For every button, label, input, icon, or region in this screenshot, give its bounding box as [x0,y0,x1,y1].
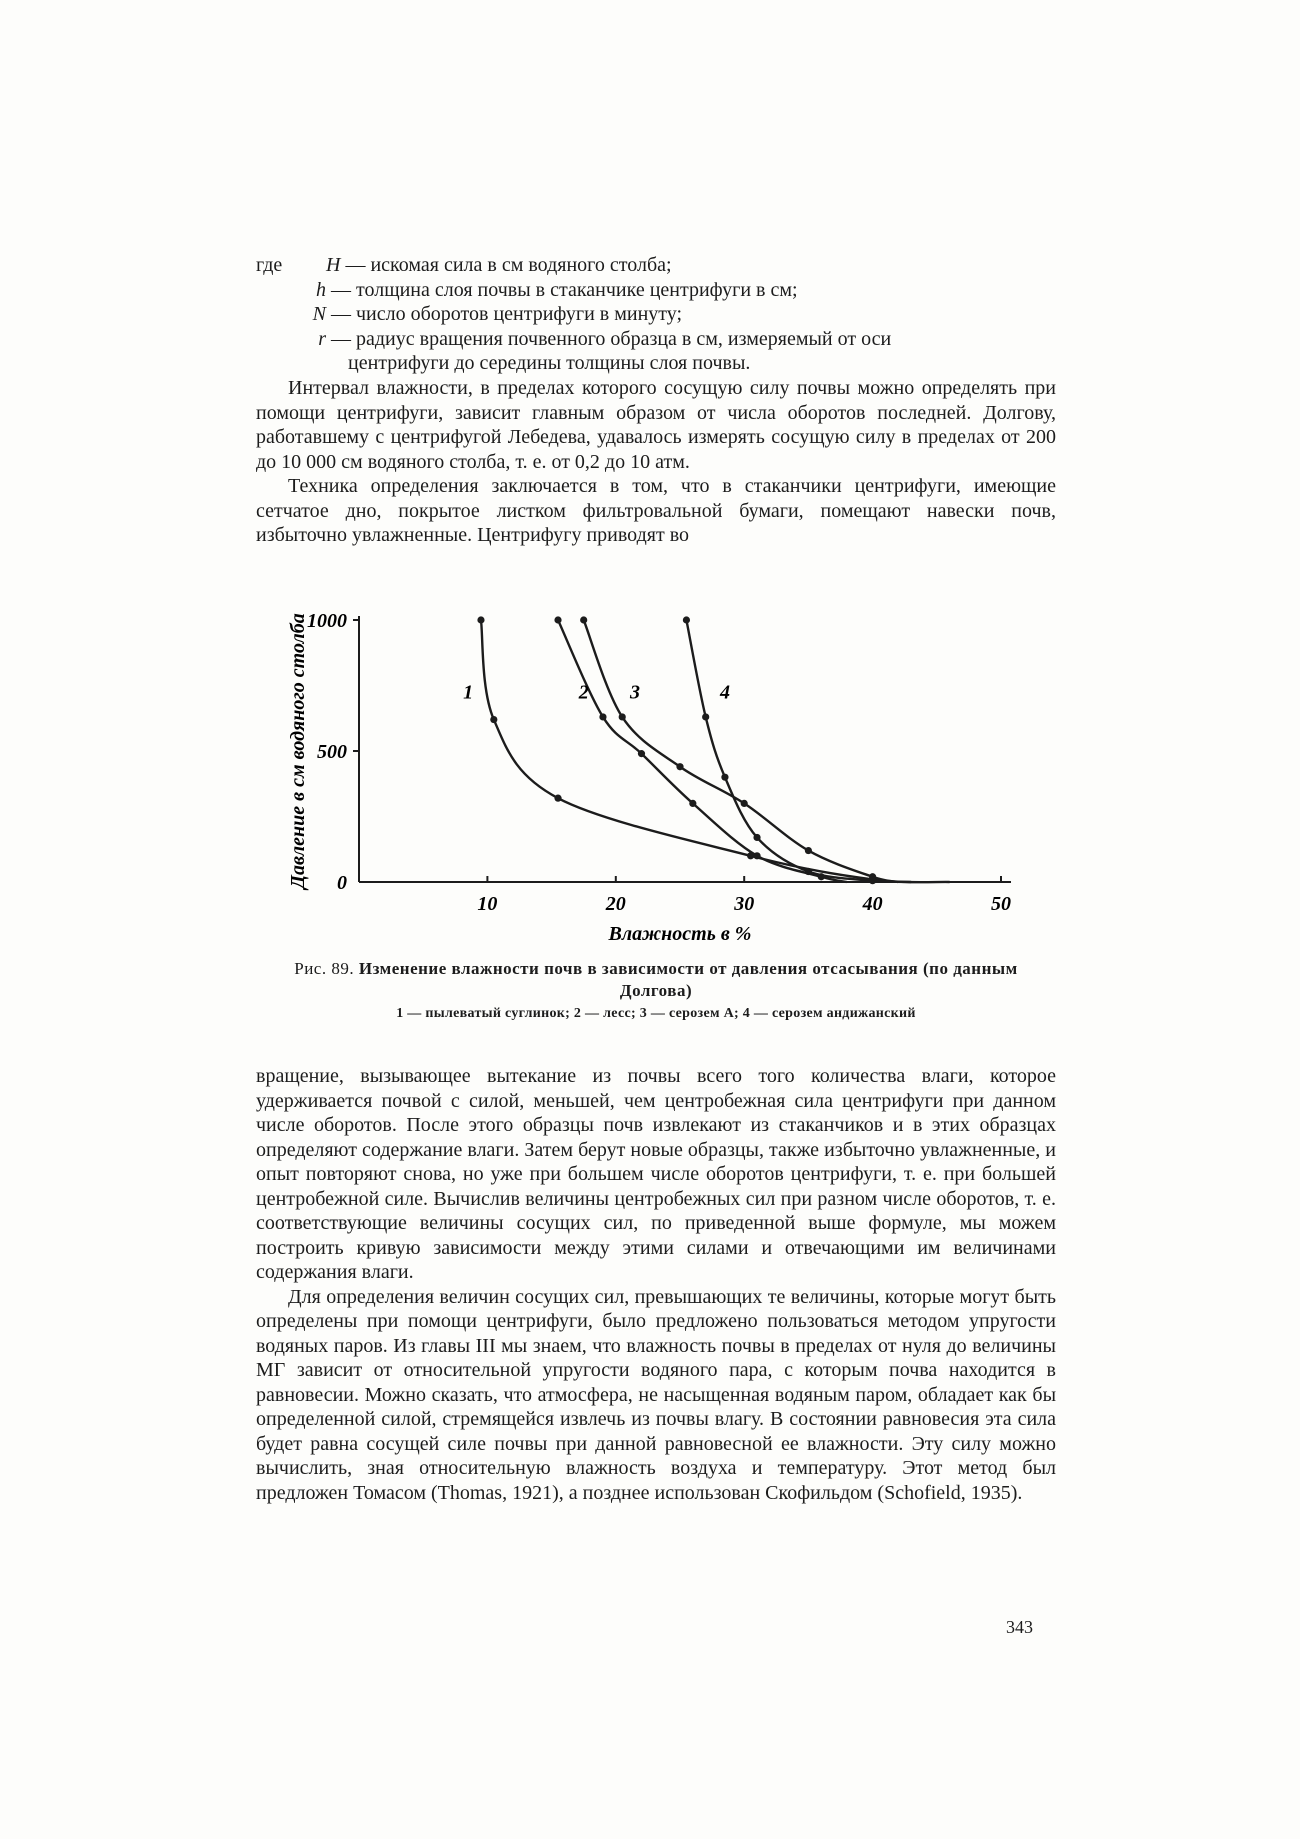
definition-symbol: H [326,254,341,276]
definition-continuation: центрифуги до середины толщины слоя почвы. [348,352,751,374]
x-tick-label: 40 [862,893,883,915]
figure-caption [256,958,1056,1002]
curve-label: 1 [463,681,474,704]
figure-legend: 1 — пылеватый суглинок; 2 — лесс; 3 — серозем А; 4 — серозем андижанский [396,1006,916,1021]
data-point-3 [580,616,587,623]
definition-row [256,253,1056,278]
data-point-1 [490,716,497,723]
x-axis-label: Влажность в % [608,923,752,945]
figure-title: Изменение влажности почв в зависимости от давления отсасывания (по данным Долгова) [358,959,1018,1000]
data-point-2 [554,616,561,623]
series-line-4 [686,620,911,882]
x-tick-label: 20 [605,893,626,915]
paragraph: Для определения величин сосущих сил, превышающих те величины, которые могут быть определены при помощи центрифуги, было предложено пользоваться методом упругости водяных паров. Из главы III мы знаем, что влажность почвы в пределах от нуля до величины МГ зависит от относительной упругости водяного пара, с которым почва находится в равновесии. Можно сказать, что атмосфера, не насыщенная водяным паром, обладает как бы определенной силой, стремящейся извлечь из почвы влагу. В состоянии равновесия эта сила будет равна сосущей силе почвы при данной равновесной ее влажности. Эту силу можно вычислить, зная относительную влажность воздуха и температуру. Этот метод был предложен Томасом (Thomas, 1921), а позднее использован Скофильдом (Schofield, 1935). [256,1285,1056,1504]
definition-row [256,327,1056,352]
series-line-3 [584,620,899,882]
data-point-2 [689,800,696,807]
data-point-4 [721,774,728,781]
definition-symbol: N [312,303,326,325]
definition-text: — искомая сила в см водяного столба; [345,254,672,276]
definition-symbol: r [318,327,326,350]
y-tick-label: 0 [337,872,347,894]
x-tick-label: 50 [991,893,1011,915]
data-point-3 [805,847,812,854]
y-tick-label: 1000 [307,610,347,632]
definition-text: — радиус вращения почвенного образца в см, измеряемый от оси [331,327,892,350]
data-point-4 [753,834,760,841]
moisture-pressure-chart [256,580,1056,960]
paragraph: Техника определения заключается в том, что в стаканчики центрифуги, имеющие сетчатое дно, покрытое листком фильтровальной бумаги, помещают навески почв, избыточно увлажненные. Центрифугу приводят во [256,475,1056,546]
data-point-2 [599,713,606,720]
definition-prefix: где [256,254,283,276]
y-axis-label: Давление в см водяного столба [287,613,309,889]
data-point-3 [676,763,683,770]
figure-89 [256,580,1056,960]
paragraph: Интервал влажности, в пределах которого сосущую силу почвы можно определять при помощи центрифуги, зависит главным образом от числа оборотов последней. Долгову, работавшему с центрифугой Лебедева, удавалось измерять сосущую силу в пределах от 200 до 10 000 см водяного столба, т. е. от 0,2 до 10 атм. [256,377,1056,473]
curve-label: 3 [630,681,641,704]
figure-number: Рис. 89. [294,959,355,978]
data-point-4 [805,868,812,875]
x-tick-label: 30 [734,893,755,915]
definition-row [256,278,1056,303]
data-point-1 [477,616,484,623]
data-point-4 [683,616,690,623]
page-number: 343 [1006,1617,1033,1637]
definition-symbol: h [316,278,326,301]
formula-definitions [256,253,1056,376]
data-point-4 [702,713,709,720]
curve-label: 4 [719,681,730,704]
data-point-1 [554,795,561,802]
y-tick-label: 500 [317,741,347,763]
body-text-bottom [256,1064,1056,1505]
data-point-3 [741,800,748,807]
x-tick-label: 10 [477,893,498,915]
definition-text: — число оборотов центрифуги в минуту; [331,303,683,325]
curve-label: 2 [578,681,589,704]
data-point-2 [753,852,760,859]
definition-text: — толщина слоя почвы в стаканчике центрифуги в см; [331,278,798,301]
body-text-top [256,376,1056,548]
paragraph: вращение, вызывающее вытекание из почвы всего того количества влаги, которое удерживается почвой с силой, меньшей, чем центробежная сила центрифуги при данном числе оборотов. После этого образцы почв извлекают из стаканчиков и в этих образцах определяют содержание влаги. Затем берут новые образцы, также избыточно увлажненные, и опыт повторяют снова, но уже при большем числе оборотов центрифуги, т. е. при большей центробежной силе. Вычислив величины центробежных сил при разном числе оборотов, т. е. соответствующие величины сосущих сил, по приведенной выше формуле, мы можем построить кривую зависимости между этими силами и отвечающими им величинами содержания влаги. [256,1065,1056,1283]
data-point-2 [638,750,645,757]
definition-row [256,302,1056,327]
data-point-3 [619,713,626,720]
data-point-4 [869,877,876,884]
